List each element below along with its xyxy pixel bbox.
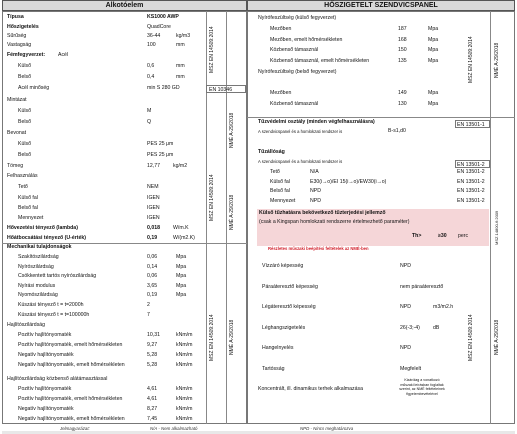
nyiro-belso-list-row-label: Közbenső támasznál [270, 100, 319, 107]
nme-right-b: NMÉ A-29/2018 [494, 319, 500, 356]
lambda-unit: W/m.K [173, 225, 189, 231]
teto-label: Tető [18, 184, 28, 190]
mech-list-row-label: Szakítószilárdság [18, 254, 59, 260]
nyiro-belso-list-row-value: 149 [398, 90, 407, 96]
mech-list-row-unit: Mpa [176, 273, 187, 280]
hajlito-list-row-unit: kNm/m [176, 332, 193, 338]
tipusa-label: Típusa [7, 14, 24, 20]
left-divider-a [206, 11, 207, 424]
u-value: 0,19 [147, 235, 158, 241]
nyiro-kulso-list-row-value: 150 [398, 47, 407, 53]
nyiro-kulso-list-row-unit: Mpa [428, 47, 439, 53]
u-label: Hőátbocsátási tényező (U-érték) [7, 235, 86, 241]
tuz-list-row-std: EN 13501-2 [457, 169, 485, 175]
mech-list-row-unit: Mpa [176, 254, 187, 260]
mech-list-row-value: 0,06 [147, 254, 158, 260]
std-right-b: MSZ EN 14509:2014 [468, 314, 474, 361]
nyiro-kulso-list-row-unit: Mpa [428, 57, 439, 64]
nyiro-kulso-list-row-value: 135 [398, 57, 407, 64]
mech-list-row-label: Nyomószilárdság [18, 292, 58, 299]
tuz-list-row-std: EN 13501-2 [457, 197, 485, 204]
tuz-list-row-value: NPD [310, 197, 321, 204]
suruseg-label: Sűrűség [7, 33, 27, 39]
tuzallosag-desc: A szendvicspanel és a homlokzati rendszer is [258, 159, 343, 164]
nyiro-kulso-list-row-label: Mezőben, emelt hőmérsékleten [270, 36, 343, 43]
tuzallosag-std: EN 13501-2 [455, 160, 490, 168]
kulso-tuz-std: MSZ 14800-6:2009 [494, 210, 499, 246]
kulso-tuz-label: Külső tűzhatásra bekövetkező tűzterjedési jellemző [259, 210, 386, 216]
mech-list-row-value: 2 [147, 302, 150, 308]
lower-list-row-value: NPD [400, 263, 411, 269]
std-left-1: MSZ EN 14509:2014 [209, 26, 215, 74]
mintazat-label: Mintázat [7, 97, 27, 103]
tuzallosag-label: Tűzállóság [258, 149, 285, 155]
kozb-list-row-value: 8,27 [147, 406, 158, 412]
hoszig-label: Hőszigetelés [7, 24, 39, 30]
footer-na: N/A - Nem alkalmazható [150, 426, 198, 431]
right-header: HŐSZIGETELT SZENDVICSPANEL [247, 0, 515, 11]
tuz-list-row-std: EN 13501-2 [457, 178, 485, 185]
nyiro-kulso-list-row-unit: Mpa [428, 36, 439, 43]
kozb-list-row-unit: kNm/m [176, 406, 193, 412]
std-left-2: MSZ EN 14509:2014 [209, 174, 215, 221]
nyiro-kulso-list-row-label: Közbenső támasznál, emelt hőmérsékleten [270, 57, 370, 64]
b-kulso-value: PES 25 μm [147, 141, 174, 147]
hajlito-list-row-unit: kNm/m [176, 362, 193, 368]
tuz-list-row-value: N/A [310, 169, 319, 175]
lower-list-row-label: Páraáteresztő képesség [262, 283, 318, 290]
lower-list-row-label: Vízzáró képesség [262, 263, 304, 269]
kozb-list-row-value: 4,61 [147, 386, 158, 392]
tipusa-value: KS1000 AWP [147, 14, 179, 20]
tuz-list-row-std: EN 13501-2 [457, 188, 485, 194]
b-belso-label: Belső [18, 152, 31, 158]
vastagsag-label: Vastagság [7, 42, 32, 48]
hajlito-list-row-label: Negatív hajlítónyomaték, emelt hőmérsékleten [18, 362, 125, 368]
hajlito-list-row-label: Pozitív hajlítónyomaték [18, 332, 72, 338]
kozb-list-row-label: Negatív hajlítónyomaték, emelt hőmérsékleten [18, 416, 125, 422]
mech-list-row-unit: Mpa [176, 263, 187, 270]
kozb-list-row-unit: kNm/m [176, 396, 193, 402]
nyiro-kulso-list-row-unit: Mpa [428, 26, 439, 32]
belso-unit: mm [176, 74, 185, 80]
mech-list-row-label: Kúszási tényező t = t=100000h [18, 311, 90, 318]
lower-list-row-label: Légáteresztő képesség [262, 304, 316, 310]
lambda-value: 0,018 [147, 225, 160, 231]
m-kulso-value: M [147, 108, 152, 114]
kozb-list-row-label: Negatív hajlítónyomaték [18, 406, 74, 412]
femfegyverzet-label: Fémfegyverzet: [7, 52, 46, 58]
tuz-list-row-label: Belső fal [270, 188, 290, 194]
left-header: Alkotóelem [2, 0, 247, 11]
belsofal-label: Belső fal [18, 205, 38, 211]
hajlito-list-row-value: 5,28 [147, 352, 158, 358]
lower-list-row-value: 26(-3;-4) [400, 324, 420, 331]
mech-list-row-label: Csökkentett tartós nyírószilárdság [18, 273, 97, 280]
tuz-value: B-s1,d0 [388, 128, 406, 134]
tomeg-value: 12,77 [147, 163, 160, 169]
lower-list-row-label: Hangelnyelés [262, 345, 294, 351]
mech-list-row-label: Nyírási modulus [18, 282, 56, 289]
nme-left-2: NMÉ A-29/2018 [229, 194, 235, 231]
kulso-value: 0,6 [147, 63, 155, 69]
kozb-list-row-label: Pozitív hajlítónyomaték [18, 386, 72, 392]
lower-list-row-value: nem páraáteresztő [400, 283, 444, 290]
mech-list-row-value: 0,19 [147, 292, 158, 299]
tuz-std: EN 13501-1 [455, 120, 490, 128]
belso-label: Belső [18, 74, 31, 80]
tuz-list-row-label: Mennyezet [270, 197, 296, 204]
u-unit: W/(m2.K) [173, 235, 195, 241]
lower-list-row-value: NPD [400, 304, 411, 310]
lower-list-row-unit: dB [433, 324, 440, 331]
nyiro-kulso-list-row-value: 168 [398, 36, 407, 43]
felhasznalas-label: Felhasználás [7, 173, 38, 179]
nyiro-belso-list-row-unit: Mpa [428, 90, 439, 96]
kozb-label: Hajlítószilárdság közbenső alátámasztással [7, 376, 108, 382]
nyiro-belso-list-row-value: 130 [398, 100, 407, 107]
mech-list-row-value: 7 [147, 311, 150, 318]
tuz-list-row-value: E30(i→o)/EI 15(i→o)/EW30(i→o) [310, 178, 387, 185]
mech-list-row-value: 0,14 [147, 263, 158, 270]
bevonat-label: Bevonat [7, 130, 27, 136]
tuz-desc: A szendvicspanel és a homlokzati rendszer is [258, 129, 343, 134]
mech-list-row-value: 0,06 [147, 273, 158, 280]
lower-list-row-value: NPD [400, 345, 411, 351]
hajlito-list-row-unit: kNm/m [176, 352, 193, 358]
std-left-3: MSZ EN 14509:2014 [209, 314, 215, 361]
red-note: Részletes műszaki beépítési feltételek az NMÉ-ben [268, 246, 369, 251]
suruseg-unit: kg/m3 [176, 33, 191, 39]
konc-note: Kizárólag a vonatkozó műszaki leírásban foglaltak szerint, az NMÉ feltételeinek figyelembevételével [399, 378, 445, 396]
lower-list-row-unit: m3/m2.h [433, 304, 454, 310]
kulso-unit: mm [176, 63, 185, 69]
tuz-list-row-label: Külső fal [270, 178, 290, 185]
footer-legend-title: Jelmagyarázat: [60, 426, 90, 431]
mech-list-row-unit: Mpa [176, 282, 187, 289]
lower-list-row-label: Tartósság [262, 365, 285, 372]
hajlito-list-row-value: 9,27 [147, 342, 158, 348]
hajlito-list-row-label: Negatív hajlítónyomaték [18, 352, 74, 358]
lambda-label: Hővezetési tényező (lambda) [7, 225, 78, 231]
nyiro-kulso-list-row-label: Mezőben [270, 26, 292, 32]
kozb-list-row-value: 7,45 [147, 416, 158, 422]
vastagsag-unit: mm [176, 42, 185, 48]
tomeg-label: Tömeg [7, 163, 24, 169]
right-divider [490, 11, 491, 424]
hajlito-list-row-value: 10,31 [147, 332, 160, 338]
nyiro-kulso-list-row-label: Közbenső támasznál [270, 47, 319, 53]
kulsofal-value: IGEN [147, 195, 160, 201]
belsofal-value: IGEN [147, 205, 160, 211]
kozb-list-row-label: Pozitív hajlítónyomaték, emelt hőmérsékleten [18, 396, 123, 402]
left-divider-b [226, 11, 227, 424]
nyiro-kulso-label: Nyírófeszültség (külső fegyverzet) [258, 15, 337, 21]
lower-list-row-label: Léghangszigetelés [262, 324, 306, 331]
nyiro-belso-list-row-label: Mezőben [270, 90, 292, 96]
nme-left-1: NMÉ A-29/2018 [229, 112, 235, 148]
tuz-label: Tűzvédelmi osztály (minden végfelhasználásra) [258, 119, 375, 125]
acel-label: Acél minőség [18, 85, 50, 91]
konc-label: Koncentrált, ill. dinamikus terhek alkalmazása [258, 386, 363, 392]
vastagsag-value: 100 [147, 42, 156, 48]
nyiro-belso-list-row-unit: Mpa [428, 100, 439, 107]
acel-value: min S 280 GD [147, 85, 180, 91]
b-belso-value: PES 25 μm [147, 152, 174, 158]
kulso-tuz-desc: (csak a Kingspan homlokzati rendszerre értelmezhető paraméter) [259, 219, 410, 225]
std-right-a: MSZ EN 14509:2014 [468, 36, 474, 84]
mech-list-row-label: Nyírószilárdság [18, 263, 54, 270]
kozb-list-row-unit: kNm/m [176, 416, 193, 422]
teto-value: NEM [147, 184, 159, 190]
femfegyverzet-value: Acél [58, 52, 69, 58]
mech-label: Mechanikai tulajdonságok [7, 244, 72, 250]
nme-left-3: NMÉ A-29/2018 [229, 319, 235, 356]
mennyezet-label: Mennyezet [18, 215, 44, 221]
acel-std: EN 10346 [206, 85, 246, 93]
belso-value: 0,4 [147, 74, 155, 80]
tuz-list-row-value: NPD [310, 188, 321, 194]
hajlito-list-row-value: 5,28 [147, 362, 158, 368]
kozb-list-row-value: 4,61 [147, 396, 158, 402]
kulso-tuz-th: Th> [412, 233, 422, 239]
m-kulso-label: Külső [18, 108, 31, 114]
mech-list-row-label: Kúszási tényező t = t=2000h [18, 302, 84, 308]
kulso-tuz-unit: perc [458, 233, 469, 239]
tuz-list-row-label: Tető [270, 169, 280, 175]
lower-list-row-value: Megfelelt [400, 365, 422, 372]
m-belso-label: Belső [18, 119, 31, 125]
mech-list-row-unit: Mpa [176, 292, 187, 299]
footer-npd: NPD - Nincs meghatározva [300, 426, 354, 431]
mennyezet-value: IGEN [147, 215, 160, 221]
kulso-tuz-value: ≥30 [438, 233, 447, 239]
kozb-list-row-unit: kNm/m [176, 386, 193, 392]
nyiro-kulso-list-row-value: 187 [398, 26, 407, 32]
nyiro-belso-label: Nyírófeszültség (belső fegyverzet) [258, 69, 337, 75]
hoszig-value: QuadCore [147, 24, 171, 30]
tomeg-unit: kg/m2 [173, 163, 188, 169]
kulsofal-label: Külső fal [18, 195, 38, 201]
suruseg-value: 36-44 [147, 33, 161, 39]
hajlito-label: Hajlítószilárdság [7, 322, 46, 328]
nme-right-a: NMÉ A-29/2018 [494, 42, 500, 78]
hajlito-list-row-label: Pozitív hajlítónyomaték, emelt hőmérsékleten [18, 342, 123, 348]
m-belso-value: Q [147, 119, 152, 125]
kulso-label: Külső [18, 63, 31, 69]
mech-list-row-value: 3,65 [147, 282, 158, 289]
b-kulso-label: Külső [18, 141, 31, 147]
hajlito-list-row-unit: kNm/m [176, 342, 193, 348]
